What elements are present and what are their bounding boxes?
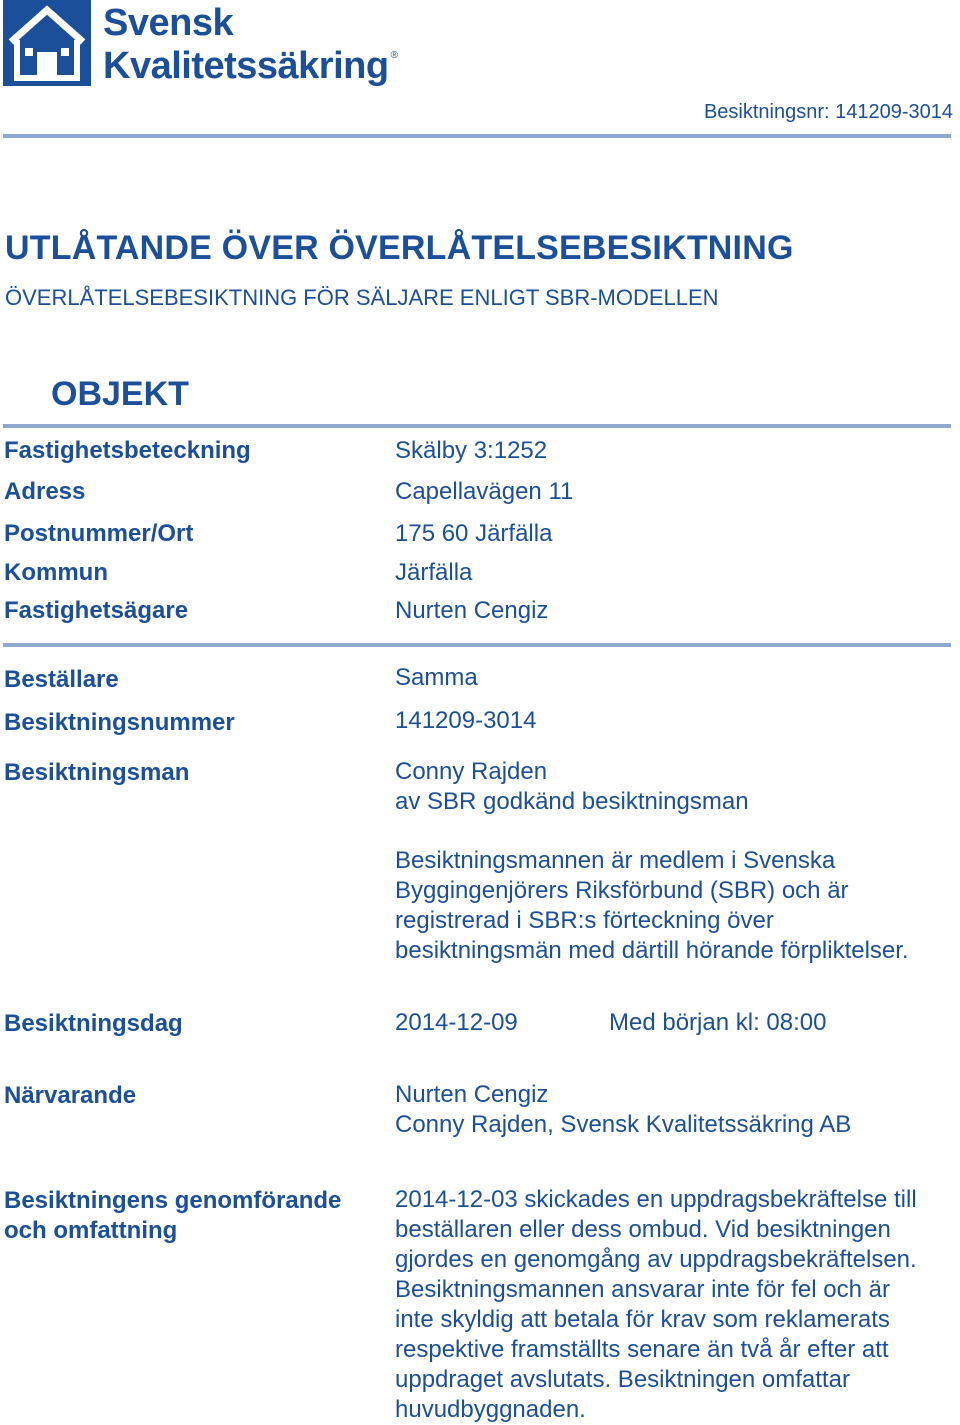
value-fastighetsbeteckning: Skälby 3:1252 (395, 437, 548, 464)
label-fastighetsagare: Fastighetsägare (4, 597, 189, 624)
label-besiktningsman: Besiktningsman (4, 759, 190, 786)
genomforande-line: beställaren eller dess ombud. Vid besiktningen (395, 1216, 891, 1243)
section-divider (3, 424, 951, 428)
label-besiktningsdag: Besiktningsdag (4, 1010, 183, 1037)
value-besiktningsdag: 2014-12-09 (395, 1009, 518, 1036)
document-title: UTLÅTANDE ÖVER ÖVERLÅTELSEBESIKTNING (5, 229, 794, 267)
value-start-time: Med början kl: 08:00 (609, 1009, 827, 1036)
genomforande-line: inte skyldig att betala för krav som reklamerats (395, 1306, 890, 1333)
document-number: Besiktningsnr: 141209-3014 (703, 101, 953, 123)
house-logo-icon (3, 0, 91, 86)
logo-line1: Svensk (103, 2, 234, 44)
registered-mark: ® (390, 50, 398, 61)
label-besiktningsnummer: Besiktningsnummer (4, 709, 235, 736)
value-bestallare: Samma (395, 664, 478, 691)
value-adress: Capellavägen 11 (395, 478, 574, 505)
fields-divider (3, 643, 951, 647)
genomforande-line: uppdraget avslutats. Besiktningen omfattar (395, 1366, 850, 1393)
genomforande-line: respektive framställts senare än två år efter att (395, 1336, 889, 1363)
label-fastighetsbeteckning: Fastighetsbeteckning (4, 437, 251, 464)
value-kommun: Järfälla (395, 559, 473, 586)
label-bestallare: Beställare (4, 666, 119, 693)
label-narvarande: Närvarande (4, 1082, 137, 1109)
besiktningsman-note-line: Byggingenjörers Riksförbund (SBR) och är (395, 877, 849, 904)
logo-wordmark (103, 4, 397, 85)
label-genomforande: och omfattning (4, 1217, 178, 1244)
besiktningsman-note-line: besiktningsmän med därtill hörande förpliktelser. (395, 937, 909, 964)
document-subtitle: ÖVERLÅTELSEBESIKTNING FÖR SÄLJARE ENLIGT SBR-MODELLEN (5, 285, 719, 310)
genomforande-line: gjordes en genomgång av uppdragsbekräftelsen. (395, 1246, 917, 1273)
label-postnummer: Postnummer/Ort (4, 520, 194, 547)
genomforande-line: Besiktningsmannen ansvarar inte för fel och är (395, 1276, 890, 1303)
header-divider (3, 134, 951, 138)
besiktningsman-note-line: registrerad i SBR:s förteckning över (395, 907, 774, 934)
company-logo (3, 0, 398, 91)
label-kommun: Kommun (4, 559, 108, 586)
label-genomforande: Besiktningens genomförande (4, 1187, 342, 1214)
value-besiktningsnummer: 141209-3014 (395, 707, 537, 734)
genomforande-line: 2014-12-03 skickades en uppdragsbekräftelse till (395, 1186, 917, 1213)
value-besiktningsman-title: av SBR godkänd besiktningsman (395, 788, 749, 815)
besiktningsman-note-line: Besiktningsmannen är medlem i Svenska (395, 847, 836, 874)
value-besiktningsman-name: Conny Rajden (395, 758, 548, 785)
genomforande-line: huvudbyggnaden. (395, 1396, 586, 1423)
value-fastighetsagare: Nurten Cengiz (395, 597, 549, 624)
value-postnummer: 175 60 Järfälla (395, 520, 553, 547)
section-title: OBJEKT (51, 375, 189, 413)
label-adress: Adress (4, 478, 86, 505)
value-narvarande-line: Nurten Cengiz (395, 1081, 549, 1108)
logo-line2: Kvalitetssäkring (103, 45, 389, 87)
value-narvarande-line: Conny Rajden, Svensk Kvalitetssäkring AB (395, 1111, 852, 1138)
